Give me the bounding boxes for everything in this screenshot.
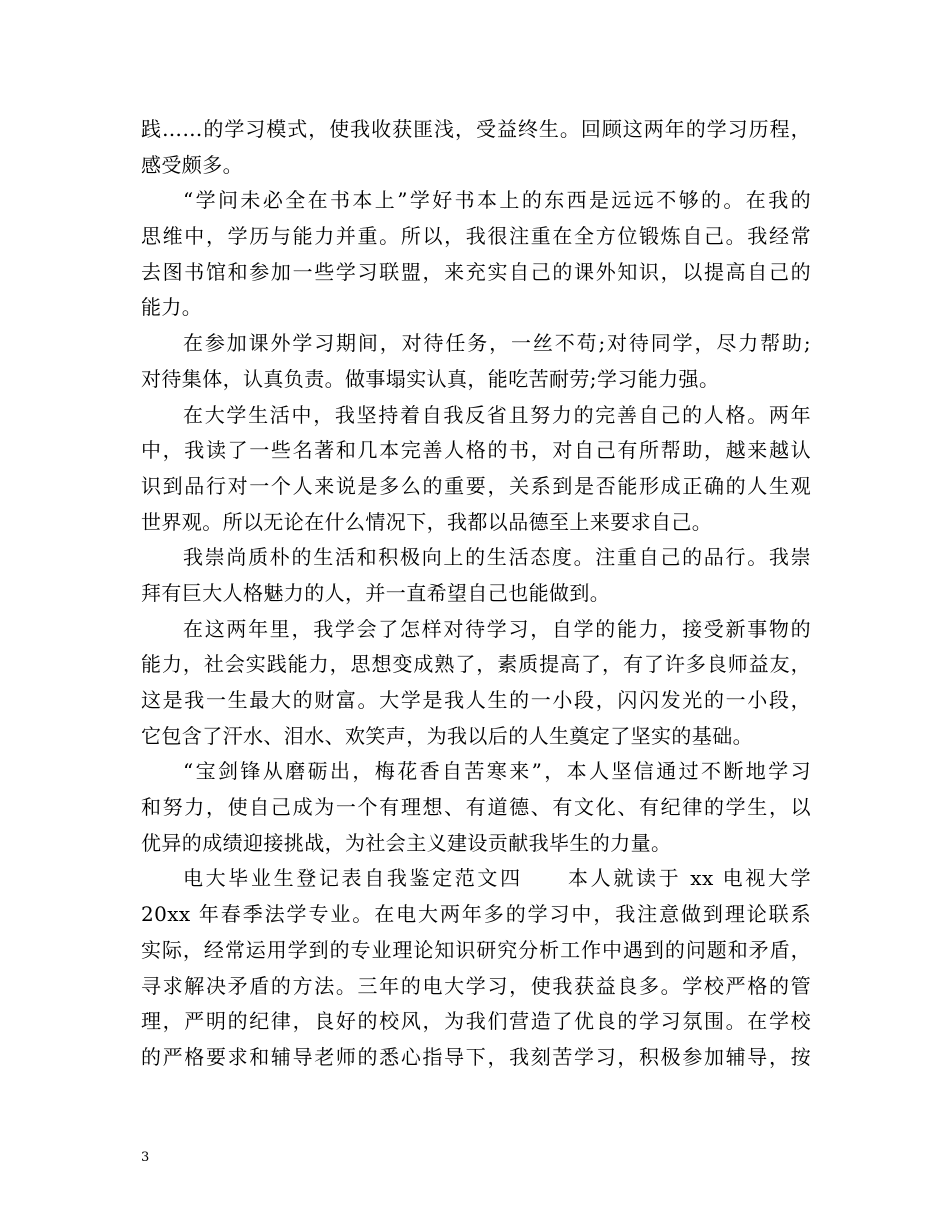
text-line: 和努力，使自己成为一个有理想、有道德、有文化、有纪律的学生，以 [141,795,811,820]
text-line: 理，严明的纪律，良好的校风，为我们营造了优良的学习氛围。在学校 [141,1009,811,1034]
text-line: “学问未必全在书本上”学好书本上的东西是远远不够的。在我的 [183,188,811,213]
text-line: 识到品行对一个人来说是多么的重要，关系到是否能形成正确的人生观 [141,473,811,498]
text-line: 在参加课外学习期间，对待任务，一丝不苟;对待同学，尽力帮助; [183,331,811,356]
text-line: 在大学生活中，我坚持着自我反省且努力的完善自己的人格。两年 [183,402,811,427]
text-line: 在这两年里，我学会了怎样对待学习，自学的能力，接受新事物的 [183,616,811,641]
text-line: 感受颇多。 [141,152,243,177]
text-line: “宝剑锋从磨砺出，梅花香自苦寒来”，本人坚信通过不断地学习 [183,759,811,784]
text-line: 它包含了汗水、泪水、欢笑声，为我以后的人生奠定了坚实的基础。 [141,723,753,748]
text-line: 优异的成绩迎接挑战，为社会主义建设贡献我毕生的力量。 [141,830,672,855]
text-line: 能力。 [141,295,203,320]
text-line: 实际，经常运用学到的专业理论知识研究分析工作中遇到的问题和矛盾， [141,937,811,962]
page-number: 3 [141,1150,150,1165]
text-line: 中，我读了一些名著和几本完善人格的书，对自己有所帮助，越来越认 [141,438,811,463]
text-line: 电大毕业生登记表自我鉴定范文四 本人就读于 xx 电视大学 [183,866,811,891]
body-text [141,112,811,1076]
text-line: 践……的学习模式，使我收获匪浅，受益终生。回顾这两年的学习历程， [141,117,811,141]
text-line: 的严格要求和辅导老师的悉心指导下，我刻苦学习，积极参加辅导，按 [141,1044,811,1069]
text-line: 20xx 年春季法学专业。在电大两年多的学习中，我注意做到理论联系 [141,902,811,927]
text-line: 思维中，学历与能力并重。所以，我很注重在全方位锻炼自己。我经常 [141,224,811,249]
text-line: 寻求解决矛盾的方法。三年的电大学习，使我获益良多。学校严格的管 [141,973,811,998]
text-line: 世界观。所以无论在什么情况下，我都以品德至上来要求自己。 [141,509,713,534]
text-line: 拜有巨大人格魅力的人，并一直希望自己也能做到。 [141,580,611,605]
text-line: 能力，社会实践能力，思想变成熟了，素质提高了，有了许多良师益友， [141,652,811,677]
text-line: 对待集体，认真负责。做事塌实认真，能吃苦耐劳;学习能力强。 [141,366,720,391]
text-line: 这是我一生最大的财富。大学是我人生的一小段，闪闪发光的一小段， [141,688,811,712]
text-line: 去图书馆和参加一些学习联盟，来充实自己的课外知识，以提高自己的 [141,259,811,284]
text-line: 我崇尚质朴的生活和积极向上的生活态度。注重自己的品行。我崇 [183,545,811,570]
